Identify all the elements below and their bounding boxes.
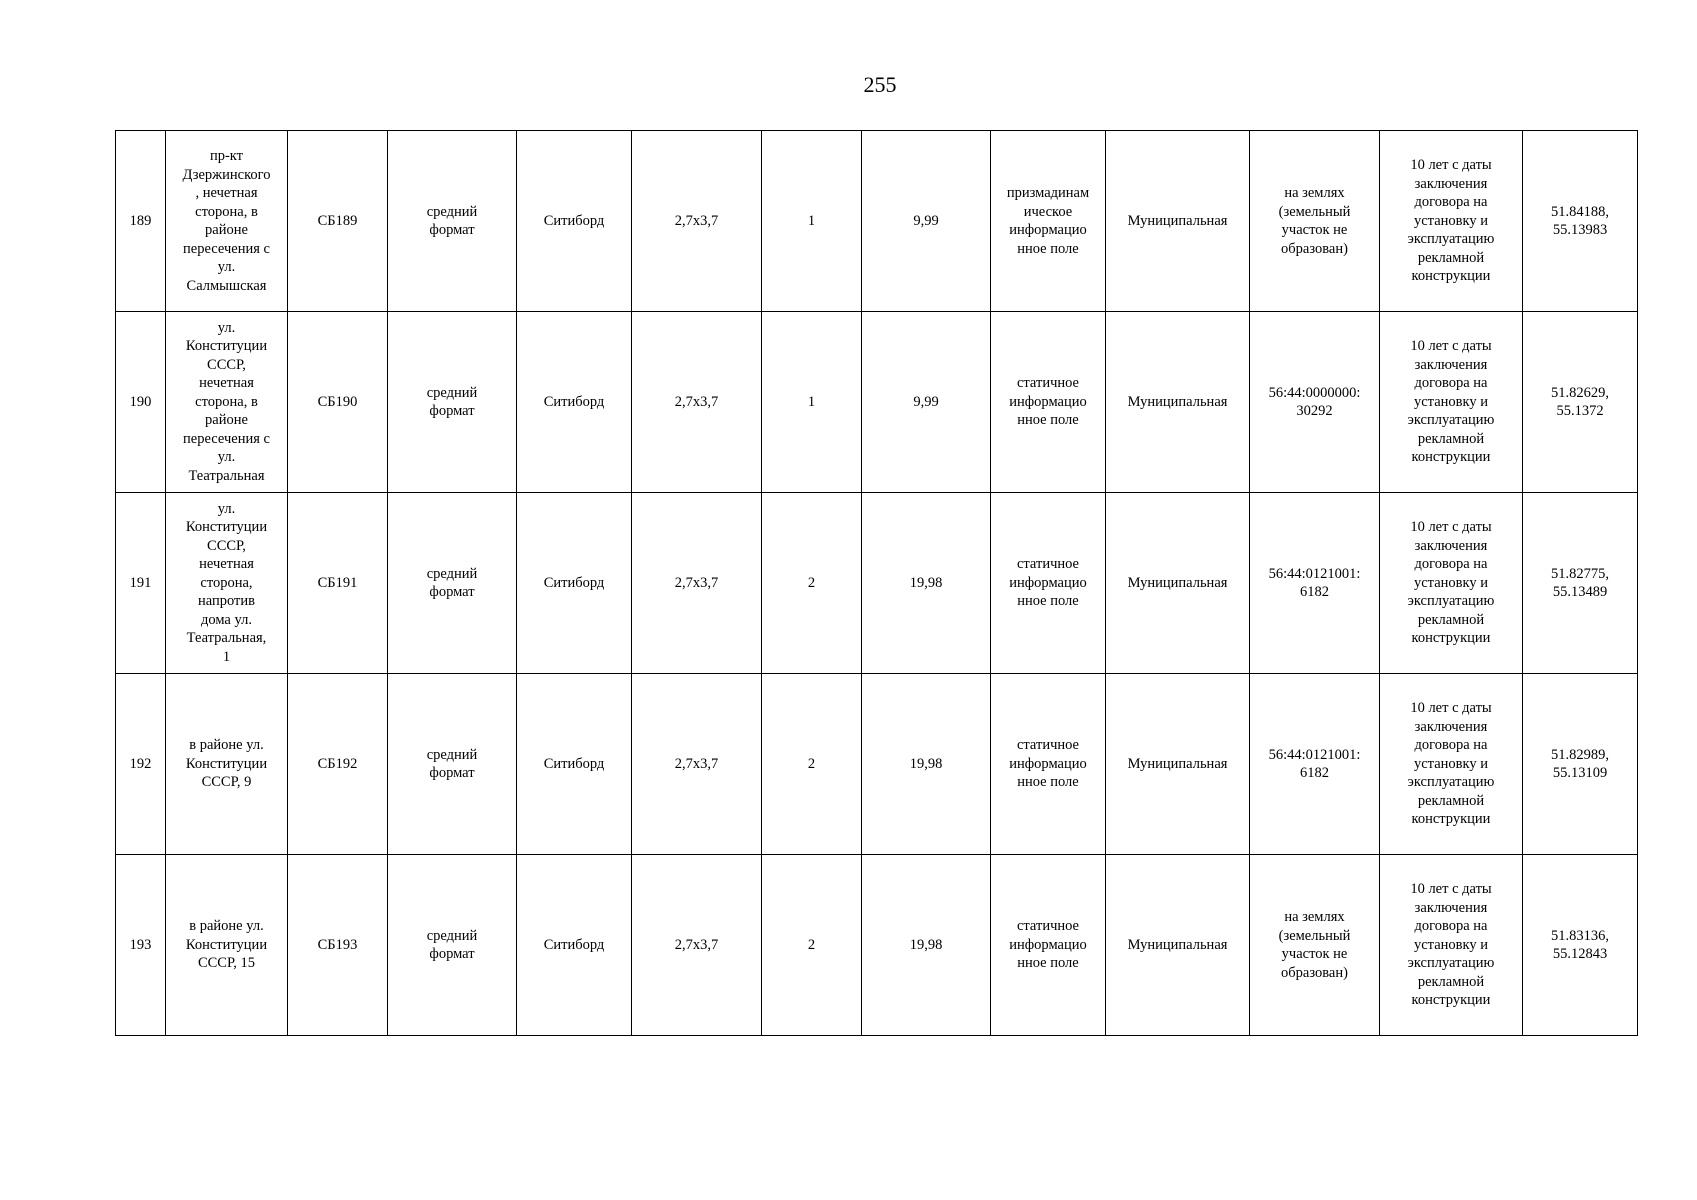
address-cell: ул. Конституции СССР, нечетная сторона, напротив дома ул. Театральная, 1 — [166, 493, 288, 674]
structure-type-cell: Ситиборд — [517, 312, 632, 493]
ownership-cell: Муниципальная — [1106, 855, 1250, 1036]
address-cell: в районе ул. Конституции СССР, 15 — [166, 855, 288, 1036]
sides-cell: 2 — [762, 493, 862, 674]
sides-cell: 1 — [762, 312, 862, 493]
format-cell: средний формат — [388, 493, 517, 674]
size-cell: 2,7x3,7 — [632, 674, 762, 855]
format-cell: средний формат — [388, 674, 517, 855]
table-row — [116, 674, 1638, 855]
size-cell: 2,7x3,7 — [632, 855, 762, 1036]
address-cell: ул. Конституции СССР, нечетная сторона, в районе пересечения с ул. Театральная — [166, 312, 288, 493]
info-field-cell: призмадинам ическое информацио нное поле — [991, 131, 1106, 312]
coordinates-cell: 51.83136, 55.12843 — [1523, 855, 1638, 1036]
land-plot-cell: на землях (земельный участок не образован) — [1250, 855, 1380, 1036]
row-number-cell: 193 — [116, 855, 166, 1036]
coordinates-cell: 51.84188, 55.13983 — [1523, 131, 1638, 312]
info-field-cell: статичное информацио нное поле — [991, 855, 1106, 1036]
table-row — [116, 493, 1638, 674]
sides-cell: 2 — [762, 855, 862, 1036]
size-cell: 2,7x3,7 — [632, 493, 762, 674]
coordinates-cell: 51.82989, 55.13109 — [1523, 674, 1638, 855]
row-number-cell: 192 — [116, 674, 166, 855]
area-cell: 9,99 — [862, 131, 991, 312]
term-cell: 10 лет с даты заключения договора на установку и эксплуатацию рекламной конструкции — [1380, 674, 1523, 855]
term-cell: 10 лет с даты заключения договора на установку и эксплуатацию рекламной конструкции — [1380, 493, 1523, 674]
ownership-cell: Муниципальная — [1106, 674, 1250, 855]
table-row — [116, 312, 1638, 493]
term-cell: 10 лет с даты заключения договора на установку и эксплуатацию рекламной конструкции — [1380, 312, 1523, 493]
structure-type-cell: Ситиборд — [517, 674, 632, 855]
address-cell: в районе ул. Конституции СССР, 9 — [166, 674, 288, 855]
size-cell: 2,7x3,7 — [632, 131, 762, 312]
area-cell: 19,98 — [862, 493, 991, 674]
coordinates-cell: 51.82775, 55.13489 — [1523, 493, 1638, 674]
address-cell: пр-кт Дзержинского , нечетная сторона, в районе пересечения с ул. Салмышская — [166, 131, 288, 312]
format-cell: средний формат — [388, 131, 517, 312]
info-field-cell: статичное информацио нное поле — [991, 493, 1106, 674]
row-number-cell: 191 — [116, 493, 166, 674]
land-plot-cell: 56:44:0000000: 30292 — [1250, 312, 1380, 493]
ad-structures-table — [115, 130, 1638, 1036]
structure-code-cell: СБ191 — [288, 493, 388, 674]
structure-code-cell: СБ190 — [288, 312, 388, 493]
page-number: 255 — [863, 72, 897, 97]
structure-type-cell: Ситиборд — [517, 855, 632, 1036]
sides-cell: 2 — [762, 674, 862, 855]
format-cell: средний формат — [388, 855, 517, 1036]
table-row — [116, 131, 1638, 312]
structure-type-cell: Ситиборд — [517, 493, 632, 674]
structure-code-cell: СБ189 — [288, 131, 388, 312]
row-number-cell: 189 — [116, 131, 166, 312]
land-plot-cell: 56:44:0121001: 6182 — [1250, 493, 1380, 674]
ownership-cell: Муниципальная — [1106, 312, 1250, 493]
row-number-cell: 190 — [116, 312, 166, 493]
info-field-cell: статичное информацио нное поле — [991, 674, 1106, 855]
format-cell: средний формат — [388, 312, 517, 493]
term-cell: 10 лет с даты заключения договора на установку и эксплуатацию рекламной конструкции — [1380, 131, 1523, 312]
area-cell: 9,99 — [862, 312, 991, 493]
ownership-cell: Муниципальная — [1106, 131, 1250, 312]
ownership-cell: Муниципальная — [1106, 493, 1250, 674]
land-plot-cell: на землях (земельный участок не образован) — [1250, 131, 1380, 312]
structure-type-cell: Ситиборд — [517, 131, 632, 312]
size-cell: 2,7x3,7 — [632, 312, 762, 493]
coordinates-cell: 51.82629, 55.1372 — [1523, 312, 1638, 493]
land-plot-cell: 56:44:0121001: 6182 — [1250, 674, 1380, 855]
term-cell: 10 лет с даты заключения договора на установку и эксплуатацию рекламной конструкции — [1380, 855, 1523, 1036]
structure-code-cell: СБ193 — [288, 855, 388, 1036]
area-cell: 19,98 — [862, 855, 991, 1036]
sides-cell: 1 — [762, 131, 862, 312]
area-cell: 19,98 — [862, 674, 991, 855]
table-row — [116, 855, 1638, 1036]
structure-code-cell: СБ192 — [288, 674, 388, 855]
info-field-cell: статичное информацио нное поле — [991, 312, 1106, 493]
